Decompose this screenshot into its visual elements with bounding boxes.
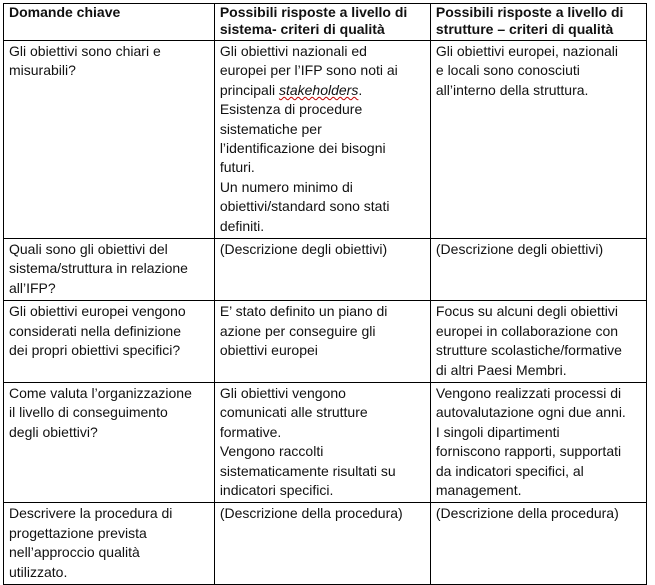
stakeholders-term: stakeholders (278, 81, 359, 98)
question-cell: Come valuta l’organizzazione il livello di conseguimento degli obiettivi? (4, 382, 215, 502)
header-row (4, 4, 647, 41)
table-row (4, 382, 647, 502)
system-criteria-cell: E’ stato definito un piano di azione per conseguire gli obiettivi europei (214, 301, 430, 383)
table-row (4, 301, 647, 383)
structure-criteria-cell: Focus su alcuni degli obiettivi europei in collaborazione con strutture scolastiche/formative di altri Paesi Membri. (430, 301, 646, 383)
structure-criteria-cell: Vengono realizzati processi di autovalutazione ogni due anni. I singoli dipartimenti forniscono rapporti, supportati da indicatori specifici, al management. (430, 382, 646, 502)
quality-criteria-table (3, 3, 647, 585)
table-row (4, 239, 647, 301)
structure-criteria-cell: (Descrizione della procedura) (430, 503, 646, 585)
question-cell: Descrivere la procedura di progettazione prevista nell’approccio qualità utilizzato. (4, 503, 215, 585)
structure-criteria-cell: Gli obiettivi europei, nazionali e locali sono conosciuti all’interno della struttura. (430, 41, 646, 239)
system-criteria-cell: Gli obiettivi vengono comunicati alle strutture formative. Vengono raccolti sistematicamente risultati su indicatori specifici. (214, 382, 430, 502)
question-cell: Gli obiettivi europei vengono considerati nella definizione dei propri obiettivi specifici? (4, 301, 215, 383)
table-row (4, 503, 647, 585)
header-system-level: Possibili risposte a livello di sistema- criteri di qualità (214, 4, 430, 41)
system-criteria-cell: (Descrizione della procedura) (214, 503, 430, 585)
question-cell: Gli obiettivi sono chiari e misurabili? (4, 41, 215, 239)
system-criteria-cell: Gli obiettivi nazionali ed europei per l’IFP sono noti ai principali stakeholders. Esistenza di procedure sistematiche per l’identificazione dei bisogni futuri. Un numero minimo di obiettivi/standard sono stati definiti. (214, 41, 430, 239)
question-cell: Quali sono gli obiettivi del sistema/struttura in relazione all’IFP? (4, 239, 215, 301)
system-criteria-cell: (Descrizione degli obiettivi) (214, 239, 430, 301)
header-structure-level: Possibili risposte a livello di strutture – criteri di qualità (430, 4, 646, 41)
stakeholders-line: principali stakeholders. (219, 81, 363, 98)
header-key-questions: Domande chiave (4, 4, 215, 41)
table-row (4, 41, 647, 239)
structure-criteria-cell: (Descrizione degli obiettivi) (430, 239, 646, 301)
